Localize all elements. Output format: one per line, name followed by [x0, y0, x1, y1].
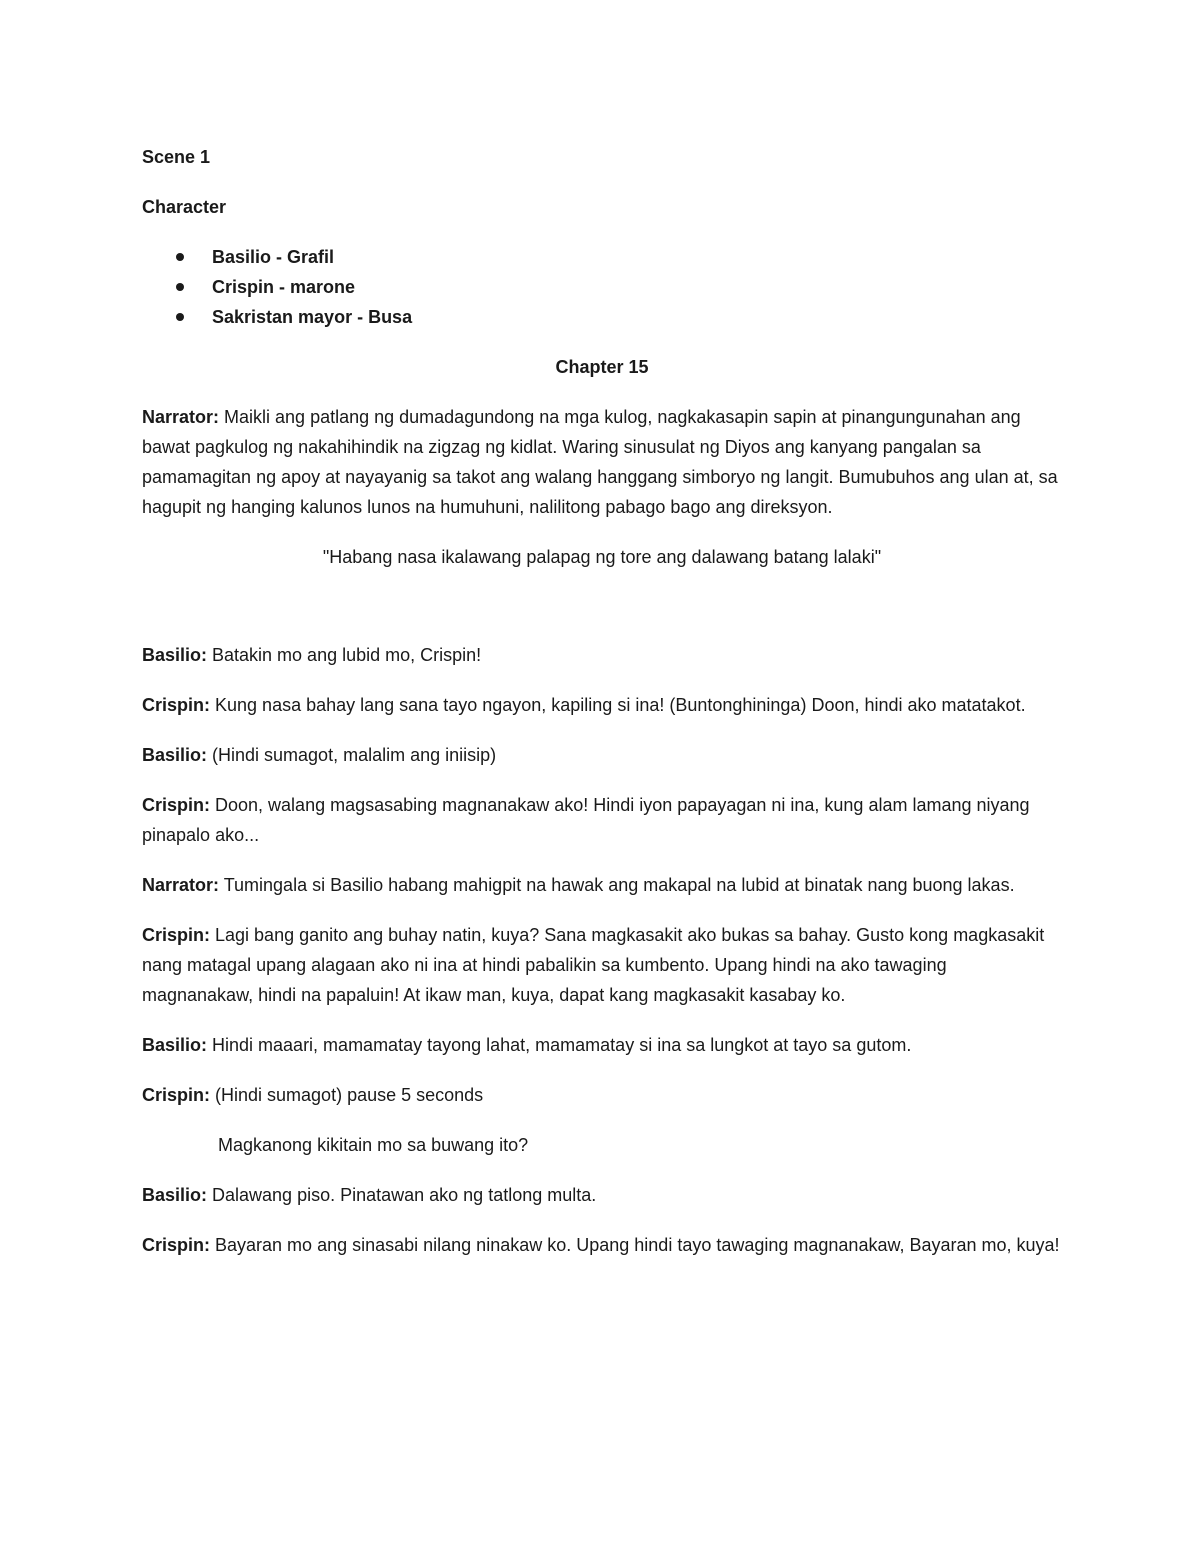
indented-dialogue-line: Magkanong kikitain mo sa buwang ito? [218, 1135, 529, 1155]
characters-heading: Character [142, 197, 227, 217]
line-text: Hindi maaari, mamamatay tayong lahat, mamamatay si ina sa lungkot at tayo sa gutom. [207, 1035, 912, 1055]
speaker-label: Crispin: [142, 695, 211, 715]
line-text: Lagi bang ganito ang buhay natin, kuya? Sana magkasakit ako bukas sa bahay. Gusto kong magkasakit nang matagal upang alagaan ako ni ina at hindi pabalikin sa kumbento. Upang hindi na ako tawaging magnanakaw, hindi na papaluin! At ikaw man, kuya, dapat kang magkasakit kasabay ko. [142, 925, 1045, 1005]
dialogue-line [142, 920, 1062, 1010]
line-text: (Hindi sumagot, malalim ang iniisip) [207, 745, 497, 765]
dialogue-line [142, 1230, 1062, 1260]
bullet-icon [176, 283, 184, 291]
dialogue-line [142, 870, 1062, 900]
character-entry: Sakristan mayor - Busa [212, 307, 413, 327]
spacer [142, 592, 1062, 640]
list-item [142, 302, 1062, 332]
dialogue-line [142, 1180, 1062, 1210]
bullet-icon [176, 313, 184, 321]
bullet-icon [176, 253, 184, 261]
dialogue-line [142, 690, 1062, 720]
dialogue-line [142, 1030, 1062, 1060]
speaker-label: Basilio: [142, 1035, 208, 1055]
line-text: (Hindi sumagot) pause 5 seconds [210, 1085, 484, 1105]
line-text: Tumingala si Basilio habang mahigpit na hawak ang makapal na lubid at binatak nang buong lakas. [219, 875, 1015, 895]
stage-direction: "Habang nasa ikalawang palapag ng tore ang dalawang batang lalaki" [322, 547, 882, 567]
dialogue-line [142, 790, 1062, 850]
document-body [142, 142, 1062, 1280]
speaker-label: Basilio: [142, 745, 208, 765]
chapter-title: Chapter 15 [555, 357, 649, 377]
scene-title: Scene 1 [142, 147, 211, 167]
speaker-label: Basilio: [142, 1185, 208, 1205]
character-entry: Basilio - Grafil [212, 247, 335, 267]
list-item [142, 242, 1062, 272]
narration-paragraph [142, 402, 1062, 522]
speaker-label: Narrator: [142, 407, 220, 427]
dialogue-line [142, 1080, 1062, 1110]
list-item [142, 272, 1062, 302]
line-text: Maikli ang patlang ng dumadagundong na mga kulog, nagkakasapin sapin at pinangungunahan ang bawat pagkulog ng nakahihindik na zigzag ng kidlat. Waring sinusulat ng Diyos ang kanyang pangalan sa pamamagitan ng apoy at nayayanig sa takot ang walang hanggang simboryo ng langit. Bumubuhos ang ulan at, sa hagupit ng hanging kalunos lunos na humuhuni, nalilitong pabago bago ang direksyon. [142, 407, 1058, 517]
speaker-label: Crispin: [142, 1085, 211, 1105]
speaker-label: Crispin: [142, 795, 211, 815]
speaker-label: Narrator: [142, 875, 220, 895]
speaker-label: Crispin: [142, 1235, 211, 1255]
character-entry: Crispin - marone [212, 277, 356, 297]
speaker-label: Crispin: [142, 925, 211, 945]
dialogue-line [142, 740, 1062, 770]
speaker-label: Basilio: [142, 645, 208, 665]
dialogue-line [142, 640, 1062, 670]
line-text: Kung nasa bahay lang sana tayo ngayon, kapiling si ina! (Buntonghininga) Doon, hindi ako matatakot. [210, 695, 1026, 715]
line-text: Dalawang piso. Pinatawan ako ng tatlong multa. [207, 1185, 597, 1205]
line-text: Bayaran mo ang sinasabi nilang ninakaw ko. Upang hindi tayo tawaging magnanakaw, Bayaran mo, kuya! [210, 1235, 1060, 1255]
line-text: Batakin mo ang lubid mo, Crispin! [207, 645, 482, 665]
character-list [142, 242, 1062, 332]
line-text: Doon, walang magsasabing magnanakaw ako! Hindi iyon papayagan ni ina, kung alam lamang niyang pinapalo ako... [142, 795, 1030, 845]
